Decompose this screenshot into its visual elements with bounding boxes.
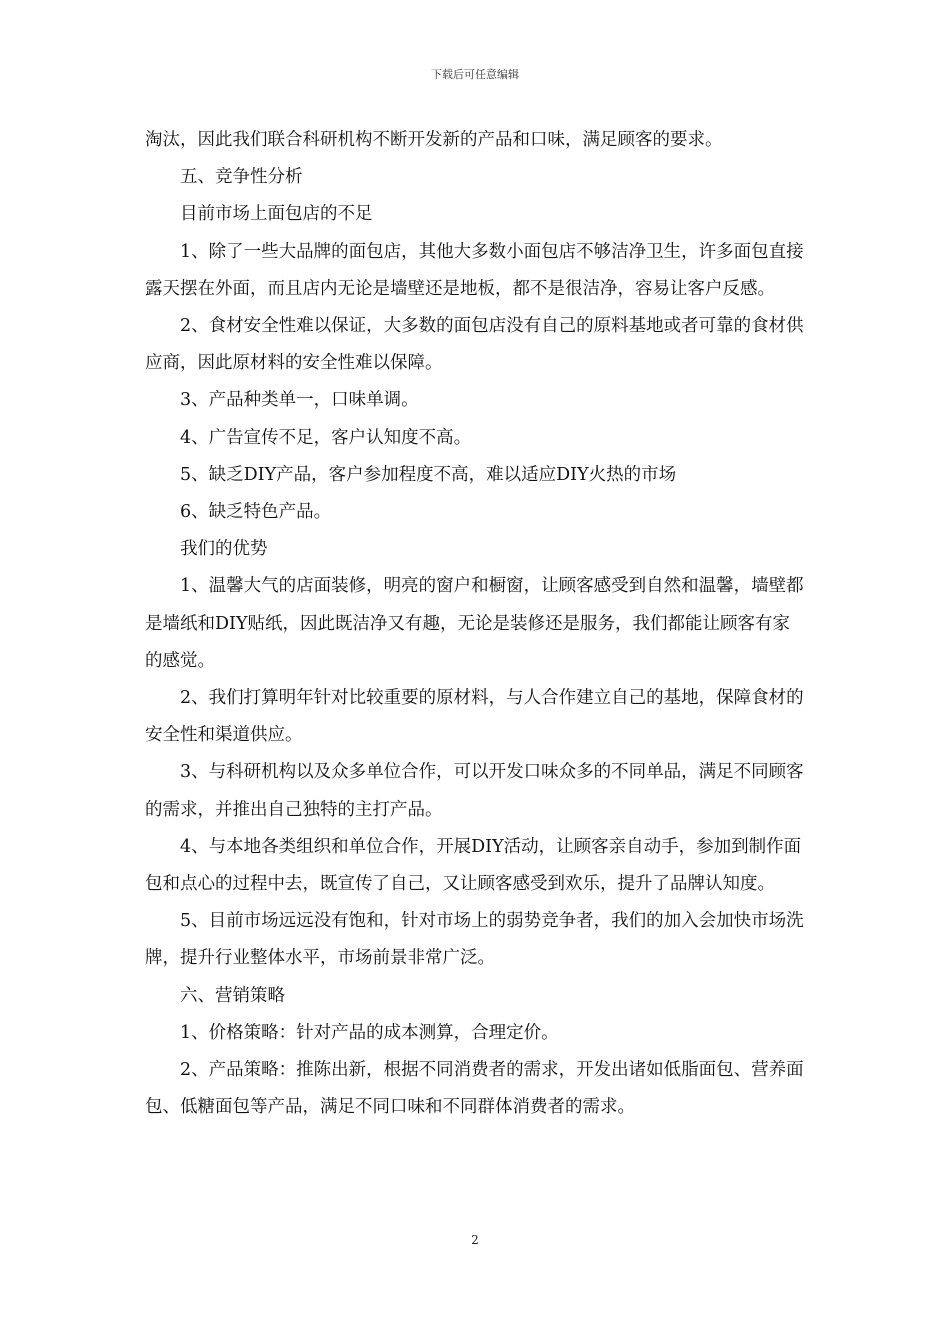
list-item: 1、温馨大气的店面装修，明亮的窗户和橱窗，让顾客感受到自然和温馨，墙壁都是墙纸和DIY贴纸，因此既洁净又有趣，无论是装修还是服务，我们都能让顾客有家的感觉。 (145, 576, 804, 671)
page-header: 下载后可任意编辑 (431, 68, 519, 81)
body-text (145, 122, 807, 1126)
list-item: 2、我们打算明年针对比较重要的原材料，与人合作建立自己的基地，保障食材的安全性和渠道供应。 (145, 688, 804, 746)
page-number: 2 (471, 1233, 479, 1247)
list-item: 2、产品策略：推陈出新，根据不同消费者的需求，开发出诸如低脂面包、营养面包、低糖面包等产品，满足不同口味和不同群体消费者的需求。 (145, 1060, 804, 1118)
list-item: 3、与科研机构以及众多单位合作，可以开发口味众多的不同单品，满足不同顾客的需求，并推出自己独特的主打产品。 (145, 762, 804, 820)
section-heading-marketing: 六、营销策略 (180, 985, 285, 1006)
list-item: 4、与本地各类组织和单位合作，开展DIY活动，让顾客亲自动手，参加到制作面包和点心的过程中去，既宣传了自己，又让顾客感受到欢乐，提升了品牌认知度。 (145, 836, 802, 895)
list-item: 2、食材安全性难以保证，大多数的面包店没有自己的原料基地或者可靠的食材供应商，因此原材料的安全性难以保障。 (145, 316, 804, 374)
section-heading-competition: 五、竞争性分析 (180, 167, 303, 188)
list-item: 6、缺乏特色产品。 (180, 502, 332, 523)
subheading-advantages: 我们的优势 (180, 539, 268, 560)
list-item: 1、价格策略：针对产品的成本测算，合理定价。 (180, 1022, 559, 1043)
list-item: 1、除了一些大品牌的面包店，其他大多数小面包店不够洁净卫生，许多面包直接露天摆在外面，而且店内无论是墙壁还是地板，都不是很洁净，容易让客户反感。 (145, 241, 804, 299)
subheading-shortcomings: 目前市场上面包店的不足 (180, 204, 373, 225)
list-item: 3、产品种类单一，口味单调。 (180, 390, 419, 411)
list-item: 5、缺乏DIY产品，客户参加程度不高，难以适应DIY火热的市场 (180, 464, 677, 485)
list-item: 4、广告宣传不足，客户认知度不高。 (180, 427, 472, 448)
paragraph: 淘汰，因此我们联合科研机构不断开发新的产品和口味，满足顾客的要求。 (145, 130, 723, 150)
list-item: 5、目前市场远远没有饱和，针对市场上的弱势竞争者，我们的加入会加快市场洗牌，提升行业整体水平，市场前景非常广泛。 (145, 911, 804, 969)
